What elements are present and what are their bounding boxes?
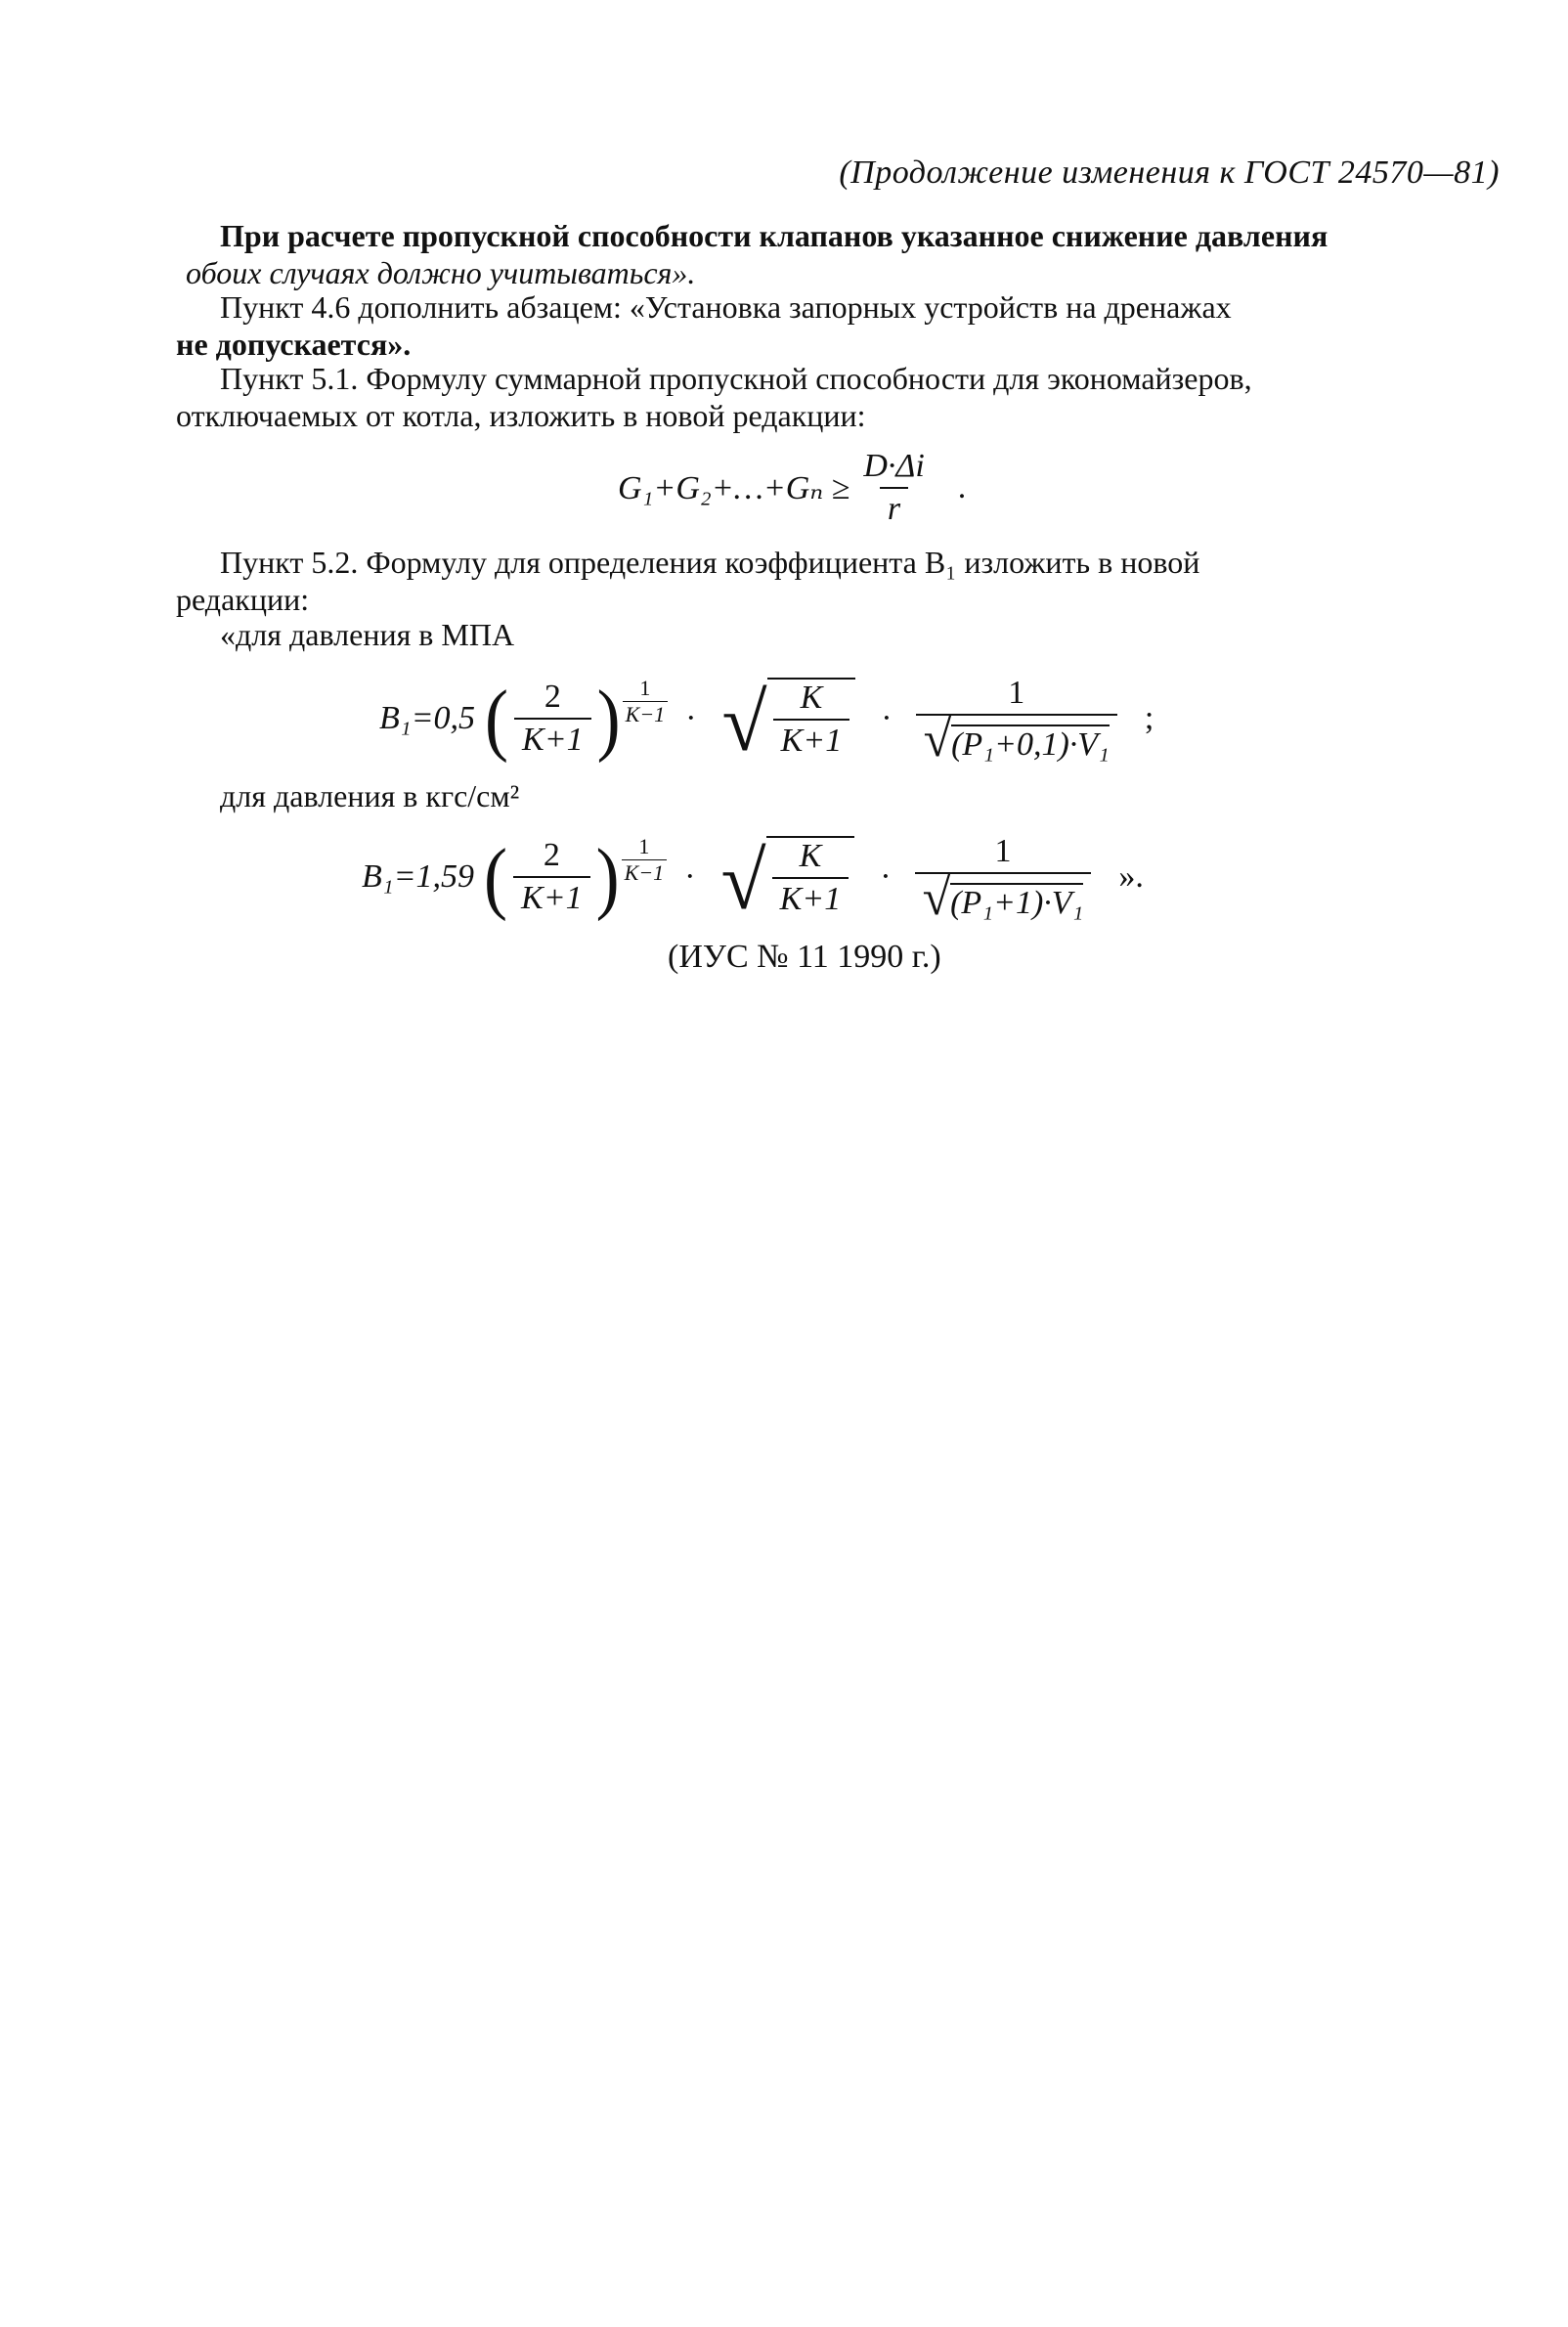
formula-3-open-paren: ( [484, 832, 508, 923]
formula-2-lhs: B₁=0,5 [379, 700, 476, 737]
formula-2-sqrt-den: K+1 [773, 719, 850, 760]
formula-2-frac-num: 2 [544, 679, 561, 716]
paragraph-2-line-1: Пункт 4.6 дополнить абзацем: «Установка запорных устройств на дренажах [220, 289, 1232, 325]
formula-3-end: ». [1118, 858, 1144, 896]
formula-3-close-paren: ) [595, 832, 620, 923]
page-header: (Продолжение изменения к ГОСТ 24570—81) [839, 154, 1500, 191]
formula-3-sqrt-fraction [772, 838, 849, 918]
paragraph-1 [176, 217, 1505, 291]
paragraph-1-line-2: обоих случаях должно учитываться». [186, 255, 696, 290]
paragraph-5-text: «для давления в МПА [220, 617, 515, 652]
formula-3-sqrt-num: K [799, 838, 822, 875]
formula-3-frac-num: 2 [543, 837, 560, 874]
formula-3-last-num: 1 [994, 833, 1012, 869]
formula-2-sqrt [721, 677, 856, 768]
formula-2-frac-den: K+1 [514, 718, 591, 759]
formula-b1-kgf [362, 832, 1144, 927]
formula-3-dot-1: · [684, 858, 696, 896]
formula-2-exp-num: 1 [639, 675, 651, 700]
paragraph-3-line-1: Пункт 5.1. Формулу суммарной пропускной способности для экономайзеров, [220, 361, 1252, 396]
amendment-reference: (ИУС № 11 1990 г.) [668, 939, 941, 975]
radical-sign-icon: √ [720, 835, 766, 927]
formula-3-dot-2: · [880, 858, 892, 896]
formula-2-end: ; [1144, 700, 1154, 737]
formula-2-close-paren: ) [596, 674, 621, 765]
formula-2-last-den: (P₁+0,1)·V₁ [951, 725, 1110, 763]
paragraph-4-line-2: редакции: [176, 582, 310, 617]
formula-2-last-fraction [916, 675, 1117, 768]
radical-sign-icon: √ [922, 870, 951, 926]
paragraph-3-line-2: отключаемых от котла, изложить в новой редакции: [176, 398, 866, 433]
formula-2-open-paren: ( [485, 674, 509, 765]
formula-3-exp-den: K−1 [622, 859, 668, 886]
formula-2-fraction [514, 679, 591, 759]
formula-3-small-sqrt [922, 870, 1084, 926]
formula-2-sqrt-fraction [773, 680, 850, 760]
radical-sign-icon: √ [721, 677, 767, 768]
formula-2-dot-2: · [881, 700, 893, 737]
formula-2-exp-den: K−1 [623, 701, 669, 727]
paragraph-6-text: для давления в кгс/см² [220, 778, 520, 813]
formula-3-frac-den: K+1 [513, 876, 590, 917]
formula-3-last-fraction [915, 833, 1092, 926]
paragraph-2 [176, 288, 1505, 363]
formula-sum-capacity [618, 448, 966, 528]
formula-3-exponent [622, 834, 668, 886]
radical-sign-icon: √ [923, 712, 952, 768]
formula-2-dot-1: · [685, 700, 697, 737]
formula-2-sqrt-num: K [800, 680, 823, 717]
formula-1-denominator: r [880, 487, 908, 528]
formula-2-last-num: 1 [1008, 675, 1025, 711]
formula-1-fraction [855, 448, 932, 528]
formula-1-lhs: G₁+G₂+…+Gₙ ≥ [618, 470, 850, 506]
formula-3-exp-num: 1 [638, 833, 650, 858]
paragraph-1-line-1: При расчете пропускной способности клапанов указанное снижение давления [220, 218, 1328, 253]
paragraph-4 [176, 544, 1505, 618]
paragraph-2-line-2: не допускается». [176, 327, 412, 362]
formula-2-small-sqrt [923, 712, 1110, 768]
formula-3-fraction [513, 837, 590, 917]
formula-1-end: . [957, 469, 967, 505]
formula-3-last-den: (P₁+1)·V₁ [950, 884, 1084, 921]
formula-b1-mpa [379, 674, 1154, 768]
paragraph-4-line-1: Пункт 5.2. Формулу для определения коэффициента B₁ изложить в новой [220, 545, 1200, 580]
formula-3-sqrt [720, 835, 855, 927]
formula-1-numerator: D·Δi [863, 448, 925, 484]
paragraph-6 [176, 777, 1505, 814]
paragraph-3 [176, 360, 1505, 434]
formula-3-sqrt-den: K+1 [772, 877, 849, 918]
formula-3-lhs: B₁=1,59 [362, 858, 475, 896]
formula-2-exponent [623, 676, 669, 727]
paragraph-5 [176, 616, 1505, 653]
